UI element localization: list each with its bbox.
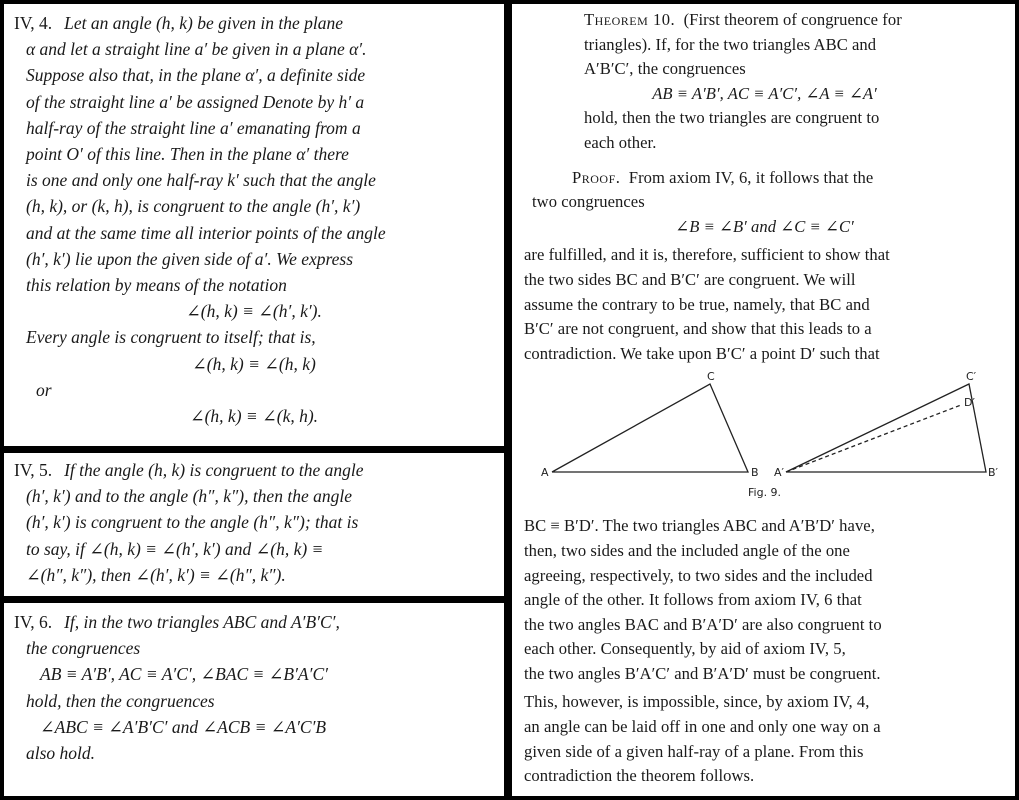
proof-line-5: assume the contrary to be true, namely, that BC and [524, 294, 870, 314]
axiom-6-formula-1: AB ≡ A′B′, AC ≡ A′C′, ∠BAC ≡ ∠B′A′C′ [40, 664, 328, 685]
axiom-4-line-2: α and let a straight line a′ be given in a plane α′. [26, 39, 367, 60]
proof-line-1: Proof. From axiom IV, 6, it follows that the [572, 167, 874, 187]
proof-line-9: then, two sides and the included angle of the one [524, 540, 850, 560]
proof-line-4: the two sides BC and B′C′ are congruent. We will [524, 269, 856, 289]
axiom-5-line-1: IV, 5. If the angle (h, k) is congruent to the angle [14, 460, 364, 480]
label-c: C [707, 372, 715, 384]
proof-line-2: two congruences [532, 192, 645, 212]
axiom-5-label: IV, 5. [14, 460, 53, 480]
proof-title: Proof. [572, 167, 621, 187]
axiom-5-line-2: (h′, k′) and to the angle (h″, k″), then the angle [26, 486, 352, 507]
theorem-formula: AB ≡ A′B′, AC ≡ A′C′, ∠A ≡ ∠A′ [652, 83, 877, 103]
axiom-6-formula-2: ∠ABC ≡ ∠A′B′C′ and ∠ACB ≡ ∠A′C′B [40, 716, 327, 737]
theorem-line-2: triangles). If, for the two triangles ABC and [584, 34, 877, 54]
axiom-5-line-5: ∠(h″, k″), then ∠(h′, k′) ≡ ∠(h″, k″). [26, 564, 286, 585]
theorem-line-1: Theorem 10. (First theorem of congruence for [584, 10, 902, 29]
proof-line-17: given side of a given half-ray of a plane. From this [524, 741, 864, 761]
proof-line-15: This, however, is impossible, since, by axiom IV, 4, [524, 692, 870, 712]
figure-caption: Fig. 9. [748, 486, 782, 500]
axiom-4-line-4: of the straight line a′ be assigned Denote by h′ a [26, 91, 365, 112]
triangle-a2b2c2 [786, 384, 986, 472]
proof-line-11: angle of the other. It follows from axiom IV, 6 that [524, 590, 862, 610]
axiom-5-line-3: (h′, k′) is congruent to the angle (h″, k″); that is [26, 512, 359, 533]
figure-9 [524, 372, 1004, 510]
proof-line-18: contradiction the theorem follows. [524, 766, 755, 786]
theorem-line-3: A′B′C′, the congruences [584, 59, 746, 79]
axiom-4-or: or [36, 379, 52, 400]
axiom-4-line-11: this relation by means of the notation [26, 275, 287, 296]
theorem-title: Theorem 10. [584, 10, 676, 29]
proof-line-13: each other. Consequently, by aid of axiom IV, 5, [524, 639, 846, 659]
axiom-5-panel [4, 453, 504, 596]
axiom-4-line-10: (h′, k′) lie upon the given side of a′. We express [26, 248, 354, 269]
label-a-prime: A′ [774, 466, 785, 480]
axiom-5-line-4: to say, if ∠(h, k) ≡ ∠(h′, k′) and ∠(h, k) ≡ [26, 538, 324, 559]
proof-line-16: an angle can be laid off in one and only one way on a [524, 717, 881, 737]
axiom-6-line-1: IV, 6. If, in the two triangles ABC and A′B′C′, [14, 612, 340, 632]
axiom-4-formula-3: ∠(h, k) ≡ ∠(k, h). [189, 406, 319, 427]
axiom-4-line-3: Suppose also that, in the plane α′, a definite side [26, 65, 366, 86]
proof-line-12: the two angles BAC and B′A′D′ are also congruent to [524, 614, 882, 634]
proof-line-3: are fulfilled, and it is, therefore, sufficient to show that [524, 245, 890, 265]
axiom-4-formula-1: ∠(h, k) ≡ ∠(h′, k′). [186, 301, 322, 322]
axiom-6-panel [4, 603, 504, 796]
theorem-line-4: hold, then the two triangles are congruent to [584, 108, 880, 128]
label-d-prime: D′ [964, 396, 975, 410]
proof-line-7: contradiction. We take upon B′C′ a point D′ such that [524, 343, 880, 363]
axiom-4-line-5: half-ray of the straight line a′ emanating from a [26, 117, 361, 138]
proof-line-6: B′C′ are not congruent, and show that this leads to a [524, 319, 872, 339]
label-a: A [541, 466, 549, 480]
label-b: B [751, 466, 759, 480]
proof-formula: ∠B ≡ ∠B′ and ∠C ≡ ∠C′ [675, 216, 854, 236]
proof-line-8: BC ≡ B′D′. The two triangles ABC and A′B′D′ have, [524, 516, 875, 536]
label-c-prime: C′ [966, 372, 977, 384]
theorem-line-5: each other. [584, 132, 657, 152]
axiom-6-label: IV, 6. [14, 612, 53, 632]
triangle-abc [552, 384, 748, 472]
proof-line-10: agreeing, respectively, to two sides and the included [524, 565, 873, 585]
axiom-4-line-8: (h, k), or (k, h), is congruent to the angle (h′, k′) [26, 196, 361, 217]
axiom-4-line-7: is one and only one half-ray k′ such that the angle [26, 170, 376, 191]
label-b-prime: B′ [988, 466, 999, 480]
segment-a2d2 [786, 405, 961, 472]
axiom-4-line-9: and at the same time all interior points of the angle [26, 222, 386, 243]
axiom-4-line-1: IV, 4. Let an angle (h, k) be given in the plane [14, 13, 344, 33]
axiom-4-label: IV, 4. [14, 13, 53, 33]
axiom-6-line-4: also hold. [26, 743, 96, 764]
axiom-6-line-2: the congruences [26, 638, 141, 659]
theorem-panel [512, 4, 1015, 796]
axiom-4-panel [4, 4, 504, 446]
axiom-4-line-6: point O′ of this line. Then in the plane α′ there [26, 144, 349, 165]
proof-line-14: the two angles B′A′C′ and B′A′D′ must be congruent. [524, 663, 881, 683]
axiom-4-every-angle: Every angle is congruent to itself; that is, [26, 327, 316, 348]
axiom-6-line-3: hold, then the congruences [26, 690, 215, 711]
axiom-4-formula-2: ∠(h, k) ≡ ∠(h, k) [192, 353, 316, 374]
